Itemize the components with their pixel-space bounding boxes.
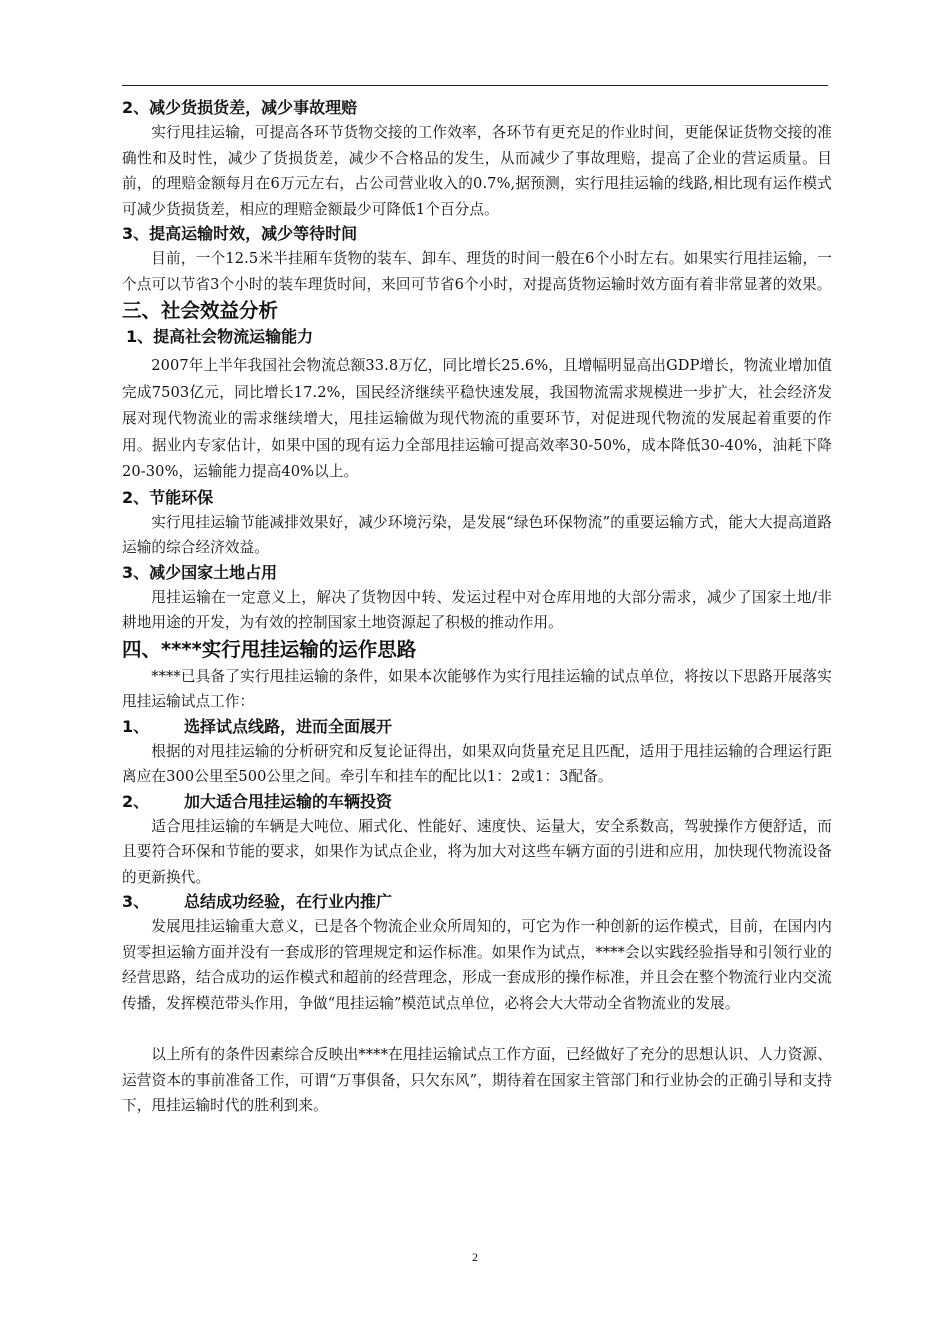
item-title: 选择试点线路，进而全面展开 [184,716,393,736]
numbered-heading-experience [122,890,832,914]
numbered-heading-pilot-route [122,715,832,739]
paragraph-energy: 实行甩挂运输节能减排效果好，减少环境污染，是发展“绿色环保物流”的重要运输方式，能大大提高道路运输的综合经济效益。 [122,513,832,556]
item-title: 加大适合甩挂运输的车辆投资 [184,791,393,811]
spacer [122,1016,832,1042]
section-heading-efficiency: 3、提高运输时效，减少等待时间 [122,224,358,243]
header-rule [122,85,828,86]
chapter-heading-social-benefit: 三、社会效益分析 [122,299,279,322]
numbered-heading-vehicle-investment [122,790,832,814]
paragraph-reduce-damage: 实行甩挂运输，可提高各环节货物交接的工作效率，各环节有更充足的作业时间，更能保证货物交接的准确性和及时性，减少了货损货差，减少不合格品的发生，从而减少了事故理赔，提高了企业的营运质量。目前，的理赔金额每月在6万元左右，占公司营业收入的0.7%,据预测，实行甩挂运输的线路,相比现有运作模式可减少货损货差，相应的理赔金额最少可降低1个百分点。 [122,124,832,218]
section-heading-land: 3、减少国家土地占用 [122,562,278,582]
paragraph-operation-intro: ****已具备了实行甩挂运输的条件，如果本次能够作为实行甩挂运输的试点单位，将按以下思路开展落实甩挂运输试点工作： [122,667,832,710]
paragraph-experience: 发展甩挂运输重大意义，已是各个物流企业众所周知的，可它为作一种创新的运作模式，目前，在国内内贸零担运输方面并没有一套成形的管理规定和运作标准。如果作为试点，****会以实践经验指导和引领行业的经营思路，结合成功的运作模式和超前的经营理念，形成一套成形的操作标准，并且会在整个物流行业内交流传播，发挥模范带头作用，争做“甩挂运输”模范试点单位，必将会大大带动全省物流业的发展。 [122,918,832,1012]
section-heading-reduce-damage: 2、减少货损货差，减少事故理赔 [122,98,358,117]
item-title: 总结成功经验，在行业内推广 [184,892,393,911]
paragraph-efficiency: 目前，一个12.5米半挂厢车货物的装车、卸车、理货的时间一般在6个小时左右。如果实行甩挂运输，一个点可以节省3个小时的装车理货时间，来回可节省6个小时，对提高货物运输时效方面有着非常显著的效果。 [122,250,832,293]
page-number: 2 [472,1250,478,1264]
paragraph-conclusion: 以上所有的条件因素综合反映出****在甩挂运输试点工作方面，已经做好了充分的思想认识、人力资源、运营资本的事前准备工作，可谓“万事俱备，只欠东风”，期待着在国家主管部门和行业协会的正确引导和支持下，甩挂运输时代的胜利到来。 [122,1046,832,1114]
paragraph-pilot-route: 根据的对甩挂运输的分析研究和反复论证得出，如果双向货量充足且匹配，适用于甩挂运输的合理运行距离应在300公里至500公里之间。牵引车和挂车的配比以1：2或1：3配备。 [122,742,832,785]
paragraph-logistics-capacity: 2007年上半年我国社会物流总额33.8万亿，同比增长25.6%，且增幅明显高出GDP增长，物流业增加值完成7503亿元，同比增长17.2%，国民经济继续平稳快速发展，我国物流需求规模进一步扩大，社会经济发展对现代物流业的需求继续增大，甩挂运输做为现代物流的重要环节，对促进现代物流的发展起着重要的作用。据业内专家估计，如果中国的现有运力全部甩挂运输可提高效率30-50%，成本降低30-40%，油耗下降20-30%，运输能力提高40%以上。 [122,357,832,480]
item-number: 3、 [122,892,150,911]
item-number: 1、 [122,716,150,736]
document-body [122,96,832,1119]
chapter-heading-operation-plan: 四、****实行甩挂运输的运作思路 [122,637,417,661]
item-number: 2、 [122,791,150,811]
section-heading-logistics-capacity: 1、提高社会物流运输能力 [126,327,314,346]
section-heading-energy: 2、节能环保 [122,487,214,507]
paragraph-land: 甩挂运输在一定意义上，解决了货物因中转、发运过程中对仓库用地的大部分需求，减少了国家土地/非耕地用途的开发，为有效的控制国家土地资源起了积极的推动作用。 [122,588,832,631]
paragraph-vehicle-investment: 适合甩挂运输的车辆是大吨位、厢式化、性能好、速度快、运量大，安全系数高，驾驶操作方便舒适，而且要符合环保和节能的要求，如果作为试点企业，将为加大对这些车辆方面的引进和应用，加快现代物流设备的更新换代。 [122,817,832,886]
